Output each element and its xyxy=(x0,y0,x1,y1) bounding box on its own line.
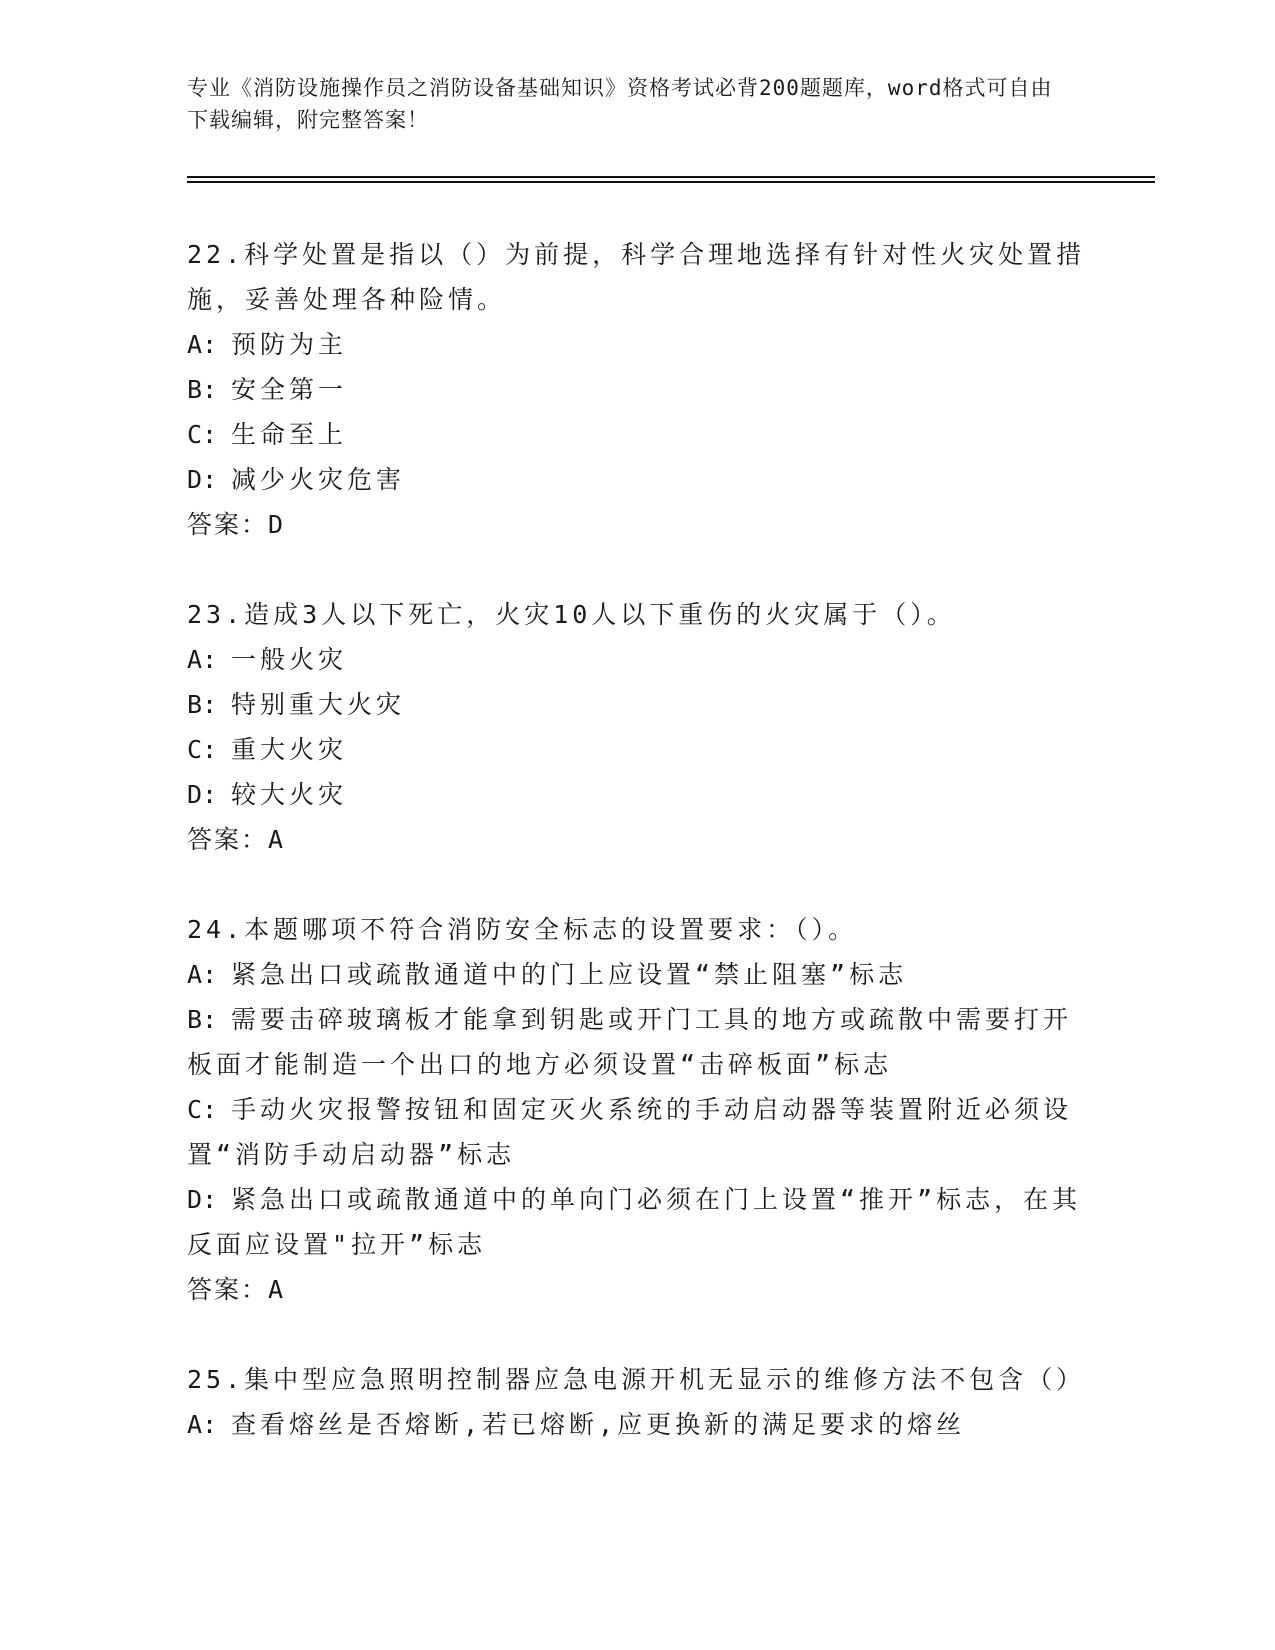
answer-option xyxy=(187,772,1087,817)
option-text: 一般火灾 xyxy=(231,645,348,674)
question-stem: 23.造成3人以下死亡，火灾10人以下重伤的火灾属于（）。 xyxy=(187,600,956,629)
option-key: D: xyxy=(187,465,218,494)
option-text: 手动火灾报警按钮和固定灭火系统的手动启动器等装置附近必须设置“消防手动启动器”标志 xyxy=(187,1095,1073,1169)
answer-option xyxy=(187,682,1087,727)
question-stem: 24.本题哪项不符合消防安全标志的设置要求：（）。 xyxy=(187,915,858,944)
option-text: 特别重大火灾 xyxy=(231,690,406,719)
answer-option xyxy=(187,727,1087,772)
option-key: C: xyxy=(187,1095,218,1124)
option-key: D: xyxy=(187,780,218,809)
option-text: 重大火灾 xyxy=(231,735,348,764)
option-key: C: xyxy=(187,735,218,764)
question-block xyxy=(187,592,1087,862)
answer-label: 答案： xyxy=(187,510,269,539)
answer-option xyxy=(187,952,1087,997)
answer-option xyxy=(187,322,1087,367)
question-block xyxy=(187,232,1087,547)
answer-option xyxy=(187,637,1087,682)
option-key: B: xyxy=(187,375,218,404)
option-key: A: xyxy=(187,330,218,359)
option-text: 较大火灾 xyxy=(231,780,348,809)
question-list xyxy=(187,232,1087,1492)
answer-value: A xyxy=(268,1275,286,1304)
question-block xyxy=(187,907,1087,1312)
answer-option xyxy=(187,1087,1087,1177)
answer-label: 答案： xyxy=(187,825,269,854)
option-text: 紧急出口或疏散通道中的门上应设置“禁止阻塞”标志 xyxy=(231,960,908,989)
answer-option xyxy=(187,412,1087,457)
option-text: 生命至上 xyxy=(231,420,348,449)
answer-line xyxy=(187,817,1087,862)
answer-value: A xyxy=(268,825,286,854)
answer-option xyxy=(187,1402,1087,1447)
question-block xyxy=(187,1357,1087,1447)
document-header: 专业《消防设施操作员之消防设备基础知识》资格考试必背200题题库，word格式可自由下载编辑，附完整答案！ xyxy=(187,76,1053,132)
option-key: A: xyxy=(187,645,218,674)
option-text: 预防为主 xyxy=(231,330,348,359)
answer-option xyxy=(187,997,1087,1087)
question-stem: 25.集中型应急照明控制器应急电源开机无显示的维修方法不包含（） xyxy=(187,1365,1086,1394)
answer-line xyxy=(187,1267,1087,1312)
option-key: D: xyxy=(187,1185,218,1214)
option-text: 减少火灾危害 xyxy=(231,465,406,494)
answer-line xyxy=(187,502,1087,547)
option-text: 紧急出口或疏散通道中的单向门必须在门上设置“推开”标志，在其反面应设置"拉开”标志 xyxy=(187,1185,1082,1259)
option-key: A: xyxy=(187,1410,218,1439)
option-text: 安全第一 xyxy=(231,375,348,404)
option-text: 查看熔丝是否熔断,若已熔断,应更换新的满足要求的熔丝 xyxy=(231,1410,966,1439)
option-key: B: xyxy=(187,1005,218,1034)
option-key: C: xyxy=(187,420,218,449)
header-rule-top xyxy=(187,176,1155,178)
header-rule-bottom xyxy=(187,181,1155,183)
answer-option xyxy=(187,1177,1087,1267)
question-stem: 22.科学处置是指以（）为前提，科学合理地选择有针对性火灾处置措施，妥善处理各种险情。 xyxy=(187,240,1086,314)
option-key: B: xyxy=(187,690,218,719)
answer-label: 答案： xyxy=(187,1275,269,1304)
answer-value: D xyxy=(268,510,286,539)
answer-option xyxy=(187,457,1087,502)
option-text: 需要击碎玻璃板才能拿到钥匙或开门工具的地方或疏散中需要打开板面才能制造一个出口的地方必须设置“击碎板面”标志 xyxy=(187,1005,1073,1079)
option-key: A: xyxy=(187,960,218,989)
answer-option xyxy=(187,367,1087,412)
